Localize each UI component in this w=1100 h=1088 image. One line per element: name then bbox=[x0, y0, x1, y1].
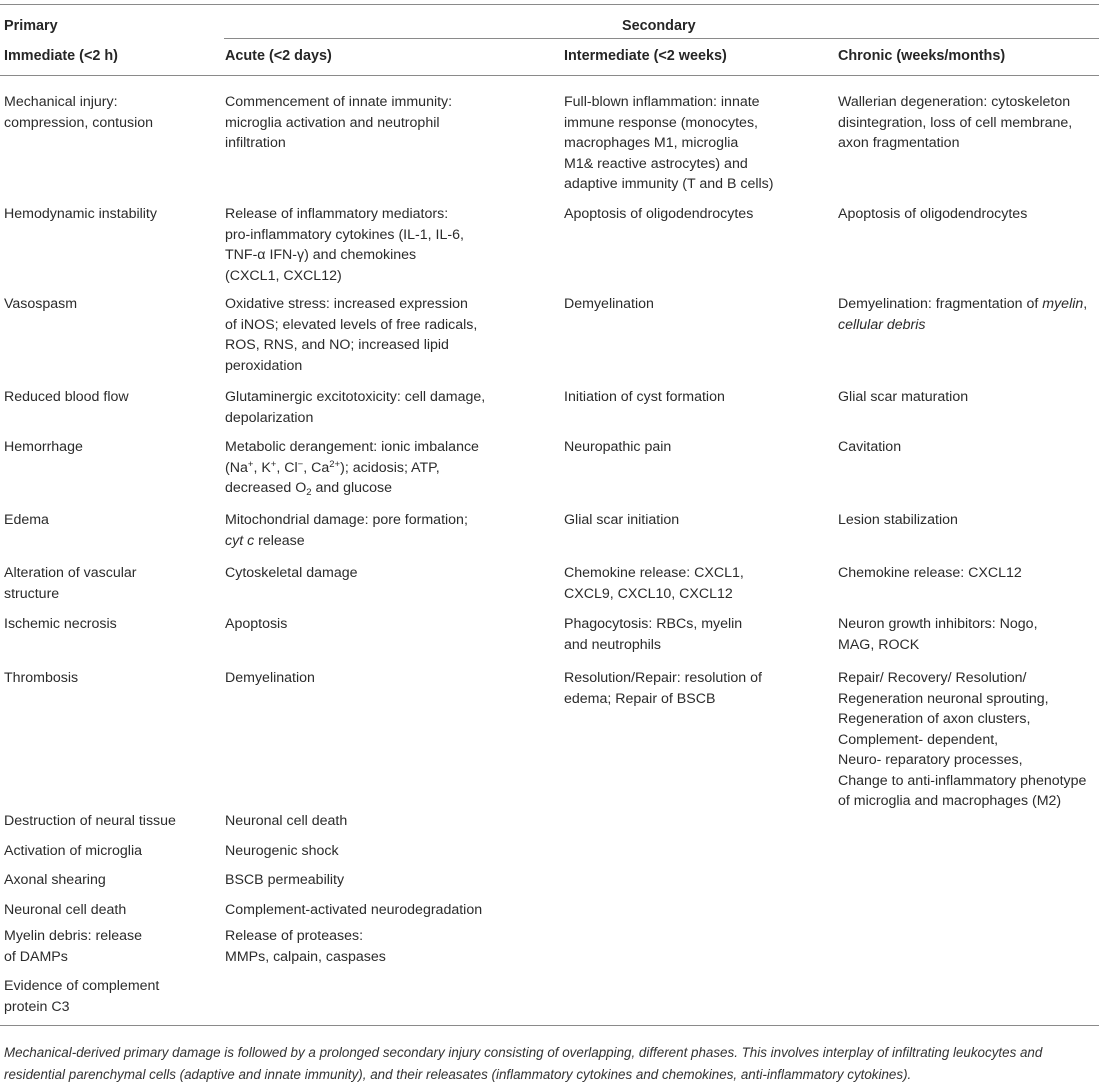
header-bottom-rule bbox=[0, 75, 1099, 76]
table-cell: Glial scar maturation bbox=[838, 389, 969, 405]
table-cell: Lesion stabilization bbox=[838, 512, 958, 528]
table-cell: Wallerian degeneration: cytoskeleton disintegration, loss of cell membrane, axon fragmentation bbox=[838, 94, 1073, 151]
table-cell: Reduced blood flow bbox=[4, 389, 129, 405]
table-cell: Cavitation bbox=[838, 439, 902, 455]
table-cell: Demyelination bbox=[225, 670, 315, 686]
table-cell: Myelin debris: release of DAMPs bbox=[4, 928, 142, 965]
table-cell: Release of inflammatory mediators: pro-inflammatory cytokines (IL-1, IL-6, TNF-α IFN-γ) and chemokines (CXCL1, CXCL12) bbox=[225, 206, 464, 284]
table-cell: Glial scar initiation bbox=[564, 512, 680, 528]
col-header-immediate: Immediate (<2 h) bbox=[4, 48, 118, 64]
table-cell: Full-blown inflammation: innate immune response (monocytes, macrophages M1, microglia M1& reactive astrocytes) and adaptive immunity (T and B cells) bbox=[564, 94, 774, 192]
table-cell: Apoptosis of oligodendrocytes bbox=[564, 206, 754, 222]
col-header-acute: Acute (<2 days) bbox=[225, 48, 332, 64]
table-cell: Complement-activated neurodegradation bbox=[225, 902, 483, 918]
table-footnote: Mechanical-derived primary damage is followed by a prolonged secondary injury consisting of overlapping, different phases. This involves interplay of infiltrating leukocytes and residential parenchymal cells (adaptive and innate immunity), and their releasates (inflammatory cytokines and chemokines, anti-inflammatory cytokines). bbox=[4, 1045, 1043, 1082]
table-cell: Evidence of complement protein C3 bbox=[4, 978, 160, 1015]
table-cell: Axonal shearing bbox=[4, 872, 106, 888]
table-cell: Hemodynamic instability bbox=[4, 206, 157, 222]
table-cell: Cytoskeletal damage bbox=[225, 565, 358, 581]
table-cell: Resolution/Repair: resolution of edema; Repair of BSCB bbox=[564, 670, 762, 707]
secondary-underline bbox=[224, 38, 1099, 39]
col-header-chronic: Chronic (weeks/months) bbox=[838, 48, 1006, 64]
table-cell: Vasospasm bbox=[4, 296, 78, 312]
table-cell: Neurogenic shock bbox=[225, 843, 339, 859]
top-rule bbox=[0, 4, 1099, 5]
table-bottom-rule bbox=[0, 1025, 1099, 1026]
table-cell: Apoptosis bbox=[225, 616, 288, 632]
table-cell: Demyelination bbox=[564, 296, 654, 312]
table-cell: Destruction of neural tissue bbox=[4, 813, 176, 829]
table-cell: Chemokine release: CXCL1, CXCL9, CXCL10, CXCL12 bbox=[564, 565, 744, 602]
table-cell: Initiation of cyst formation bbox=[564, 389, 725, 405]
primary-header: Primary bbox=[4, 18, 58, 34]
table-cell: Neuronal cell death bbox=[225, 813, 348, 829]
table-cell: Apoptosis of oligodendrocytes bbox=[838, 206, 1028, 222]
table-cell: Phagocytosis: RBCs, myelin and neutrophils bbox=[564, 616, 743, 653]
table-cell: Alteration of vascular structure bbox=[4, 565, 137, 602]
table-cell: Edema bbox=[4, 512, 49, 528]
secondary-header: Secondary bbox=[622, 18, 696, 34]
table-cell: Glutaminergic excitotoxicity: cell damage, depolarization bbox=[225, 389, 486, 426]
col-header-intermediate: Intermediate (<2 weeks) bbox=[564, 48, 727, 64]
table-cell: Commencement of innate immunity: microglia activation and neutrophil infiltration bbox=[225, 94, 453, 151]
table-cell: Demyelination: fragmentation of myelin, cellular debris bbox=[838, 296, 1088, 333]
table-cell: Ischemic necrosis bbox=[4, 616, 117, 632]
table-cell: Release of proteases: MMPs, calpain, caspases bbox=[225, 928, 386, 965]
table-cell: Thrombosis bbox=[4, 670, 79, 686]
table-cell: Neuropathic pain bbox=[564, 439, 672, 455]
table-cell: Neuron growth inhibitors: Nogo, MAG, ROCK bbox=[838, 616, 1038, 653]
table-cell: BSCB permeability bbox=[225, 872, 345, 888]
table-cell: Oxidative stress: increased expression of iNOS; elevated levels of free radicals, ROS, RNS, and NO; increased lipid peroxidation bbox=[225, 296, 478, 374]
table-cell: Chemokine release: CXCL12 bbox=[838, 565, 1022, 581]
table-cell: Mitochondrial damage: pore formation; cyt c release bbox=[225, 512, 468, 549]
table-cell: Metabolic derangement: ionic imbalance (Na+, K+, Cl−, $Ca^{2+}$); acidosis; ATP, decreased $O_2$ and glucose bbox=[225, 439, 479, 498]
table-cell: Activation of microglia bbox=[4, 843, 142, 859]
table-cell: Neuronal cell death bbox=[4, 902, 127, 918]
table-cell: Hemorrhage bbox=[4, 439, 83, 455]
table-cell: Mechanical injury: compression, contusion bbox=[4, 94, 154, 131]
table-cell: Repair/ Recovery/ Resolution/ Regeneration neuronal sprouting, Regeneration of axon clusters, Complement- dependent, Neuro- reparatory processes, Change to anti-inflammatory phenotype of microglia and macrophages (M2) bbox=[838, 670, 1087, 809]
